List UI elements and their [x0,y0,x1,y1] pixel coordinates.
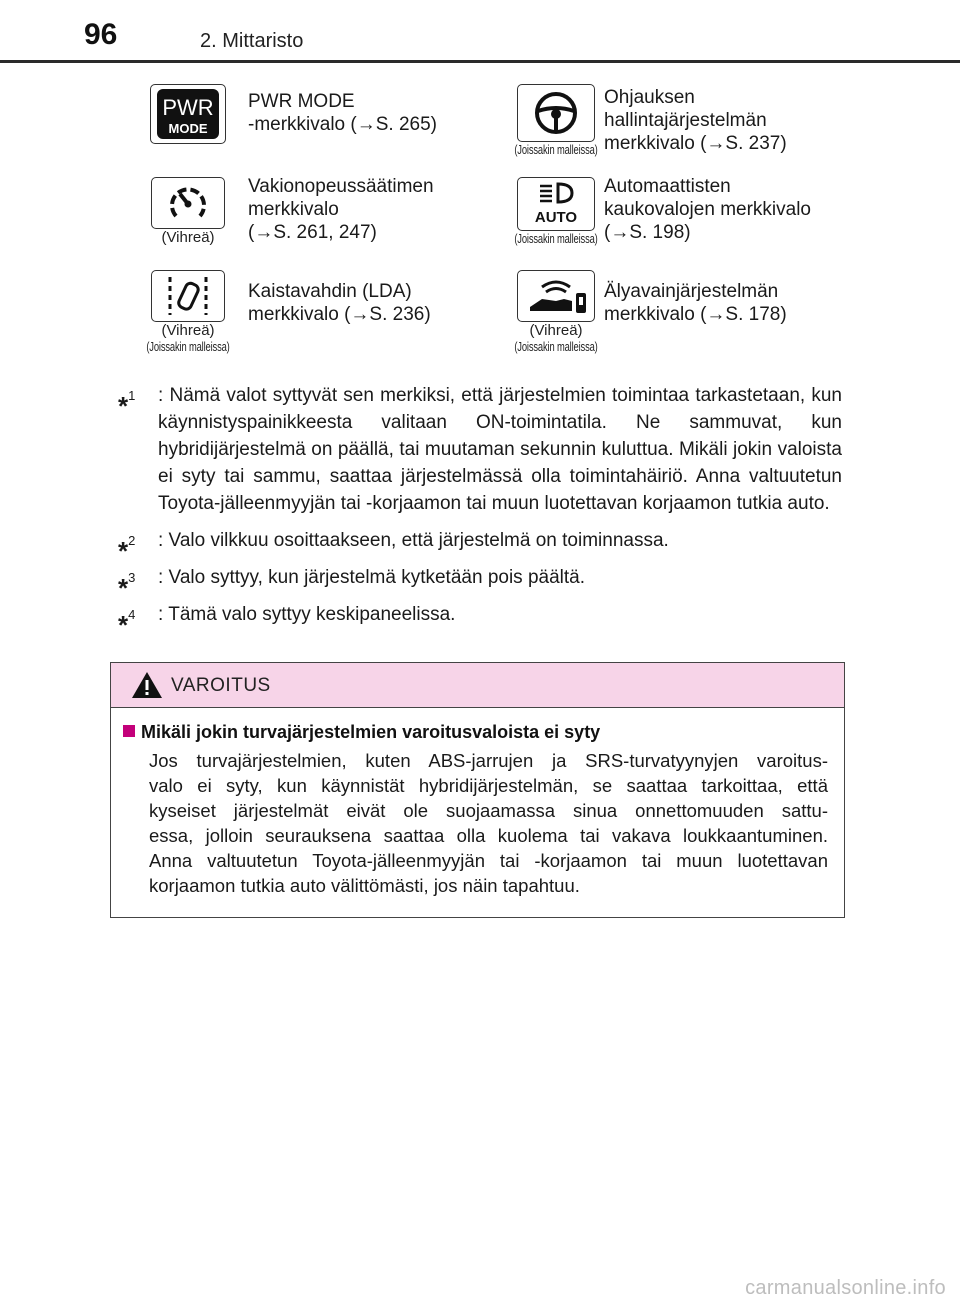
footnotes [118,382,842,638]
footnote-marker: *$^3$ [118,570,136,603]
bullet-square-icon [123,725,135,737]
desc-line: Automaattisten [604,176,731,197]
desc-line: merkkivalo (→S. 236) [248,304,431,325]
footnote-text: : Valo syttyy, kun järjestelmä kytketään pois päältä. [158,567,585,588]
steering-wheel-icon [517,84,595,142]
desc-line: merkkivalo (→S. 178) [604,304,787,325]
warning-line: Anna valtuutetun Toyota-jälleenmyyjän tai -korjaamon tai muun luotettavan [149,850,828,871]
indicator-row [110,82,850,175]
indicator-item [480,82,850,175]
header-rule [0,60,960,63]
color-caption: (Vihreä) [529,322,583,339]
condition-caption: (Joissakin malleissa) [146,339,230,354]
desc-line: Ohjauksen [604,87,695,108]
desc-line: hallintajärjestelmän [604,110,767,131]
condition-caption: (Joissakin malleissa) [514,142,598,157]
footnote-text: : Valo vilkkuu osoittaakseen, että järjestelmä on toiminnassa. [158,530,669,551]
indicator-description [604,175,844,244]
indicator-item [110,268,480,366]
indicator-description [604,280,844,326]
desc-line: Kaistavahdin (LDA) [248,281,412,302]
desc-line: Vakionopeussäätimen [248,176,434,197]
cruise-control-icon [151,177,225,229]
indicator-item [480,175,850,268]
color-caption: (Vihreä) [161,229,215,246]
indicator-description [248,280,478,326]
chapter-title: 2. Mittaristo [200,30,304,52]
footnote [118,382,842,517]
desc-line: -merkkivalo (→S. 265) [248,114,437,135]
warning-line: korjaamon tutkia auto välittömästi, jos näin tapahtuu. [149,875,580,896]
warning-line: valo ei syty, kun käynnistät hybridijärjestelmän, se saattaa tarkoittaa, että [149,775,828,796]
indicator-row [110,268,850,366]
footnote-text: : Tämä valo syttyy keskipaneelissa. [158,604,456,625]
footnote [118,564,842,603]
color-caption: (Vihreä) [161,322,215,339]
desc-line: kaukovalojen merkkivalo [604,199,811,220]
warning-line: kyseiset järjestelmät eivät ole suojaamassa sinua onnettomuuden sattu- [149,800,828,821]
page-header [0,0,960,64]
warning-text [149,748,828,898]
warning-line: Jos turvajärjestelmien, kuten ABS-jarrujen ja SRS-turvatyynyjen varoitus- [149,750,828,771]
desc-line: merkkivalo [248,199,339,220]
pwr-icon-line2: MODE [168,121,208,136]
desc-line: (→S. 198) [604,222,691,243]
desc-line: (→S. 261, 247) [248,222,377,243]
footnote-marker: *$^1$ [118,388,136,421]
desc-line: PWR MODE [248,91,355,112]
indicator-row [110,175,850,268]
indicator-description [604,86,844,155]
indicator-description [248,90,478,136]
indicator-table [110,82,850,366]
warning-body [111,708,844,898]
footnote [118,601,842,640]
warning-subheading: Mikäli jokin turvajärjestelmien varoitusvaloista ei syty [123,720,828,744]
indicator-item [110,175,480,268]
footnote [118,527,842,566]
smart-key-icon [517,270,595,322]
pwr-icon-line1: PWR [162,95,214,120]
condition-caption: (Joissakin malleissa) [514,339,598,354]
warning-line: essa, jolloin seurauksena saattaa olla kuolema tai vakava loukkaantuminen. [149,825,828,846]
lane-departure-icon [151,270,225,322]
pwr-mode-icon [150,84,226,144]
auto-icon-label: AUTO [534,209,578,226]
warning-box [110,662,845,918]
warning-title: VAROITUS [171,675,271,696]
desc-line: merkkivalo (→S. 237) [604,133,787,154]
footnote-text: : Nämä valot syttyvät sen merkiksi, että järjestelmien toimintaa tarkastetaan, kun käynnistyspainikkeesta valitaan ON-toimintatila. Ne sammuvat, kun hybridijärjestelmä on päällä, tai muutaman sekunnin kuluttua. Mikäli jokin valoista ei syty tai sammu, saattaa järjestelmässä olla toimintahäiriö. Anna valtuutetun Toyota-jälleenmyyjän tai -korjaamon tai muun luotettavan korjaamon tutkia auto. [158,385,842,514]
desc-line: Älyavainjärjestelmän [604,281,779,302]
condition-caption: (Joissakin malleissa) [514,231,598,246]
indicator-description [248,175,478,244]
watermark: carmanualsonline.info [745,1277,946,1299]
indicator-item [110,82,480,175]
page-number: 96 [84,18,118,51]
warning-triangle-icon [131,671,163,699]
footnote-marker: *$^4$ [118,607,136,640]
indicator-item [480,268,850,366]
footnote-marker: *$^2$ [118,533,136,566]
warning-header [111,663,844,708]
auto-high-beam-icon [517,177,595,231]
